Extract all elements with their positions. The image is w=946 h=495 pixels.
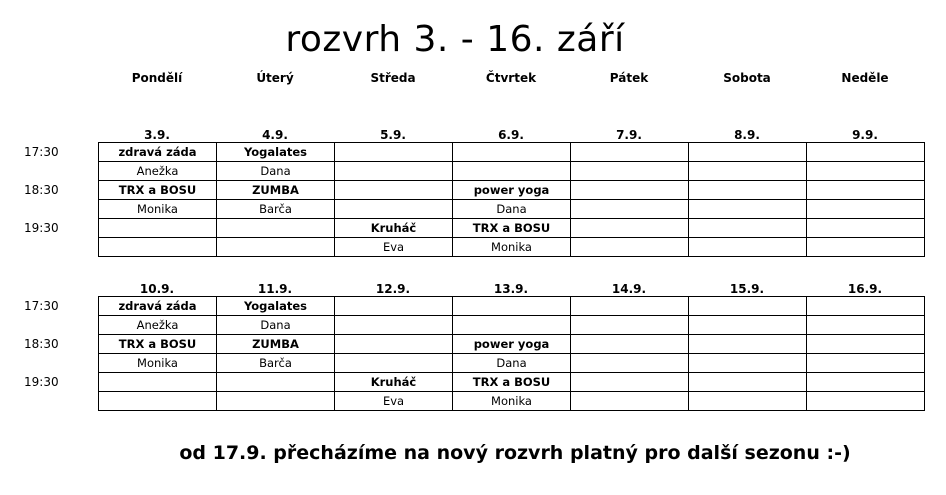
instructor-cell: Barča (217, 354, 335, 373)
table-row (99, 143, 925, 162)
day-header-saturday: Sobota (723, 71, 771, 85)
class-cell: power yoga (453, 181, 571, 200)
time-label-1930: 19:30 (24, 375, 59, 389)
date-cell: 14.9. (611, 282, 647, 296)
class-cell (571, 373, 689, 392)
class-cell: TRX a BOSU (99, 181, 217, 200)
class-cell (807, 335, 925, 354)
instructor-cell (571, 162, 689, 181)
class-cell: Yogalates (217, 143, 335, 162)
class-cell: Kruháč (335, 219, 453, 238)
table-row (99, 354, 925, 373)
page-title: rozvrh 3. - 16. září (285, 19, 625, 60)
class-cell (335, 335, 453, 354)
instructor-cell (335, 200, 453, 219)
class-cell (335, 143, 453, 162)
instructor-cell (335, 354, 453, 373)
footer-note: od 17.9. přecházíme na nový rozvrh platný pro další sezonu :-) (179, 442, 851, 464)
date-cell: 16.9. (847, 282, 883, 296)
class-cell (217, 219, 335, 238)
class-cell (453, 297, 571, 316)
instructor-cell: Anežka (99, 162, 217, 181)
class-cell: zdravá záda (99, 143, 217, 162)
date-cell: 9.9. (852, 128, 878, 142)
time-label-1830: 18:30 (24, 337, 59, 351)
class-cell: TRX a BOSU (453, 219, 571, 238)
table-row (99, 162, 925, 181)
table-row (99, 392, 925, 411)
class-cell (99, 219, 217, 238)
class-cell (689, 219, 807, 238)
class-cell: Kruháč (335, 373, 453, 392)
class-cell (807, 143, 925, 162)
instructor-cell (807, 200, 925, 219)
table-row (99, 316, 925, 335)
instructor-cell (453, 316, 571, 335)
class-cell (335, 181, 453, 200)
instructor-cell (571, 238, 689, 257)
instructor-cell: Eva (335, 392, 453, 411)
instructor-cell (807, 162, 925, 181)
table-row (99, 238, 925, 257)
week-2-schedule-table (98, 296, 925, 411)
instructor-cell (99, 392, 217, 411)
class-cell (571, 335, 689, 354)
instructor-cell (99, 238, 217, 257)
instructor-cell: Anežka (99, 316, 217, 335)
class-cell (689, 181, 807, 200)
class-cell (807, 219, 925, 238)
instructor-cell: Monika (453, 238, 571, 257)
instructor-cell (689, 200, 807, 219)
date-cell: 13.9. (493, 282, 529, 296)
class-cell (689, 335, 807, 354)
instructor-cell: Dana (217, 162, 335, 181)
date-cell: 8.9. (734, 128, 760, 142)
date-cell: 10.9. (139, 282, 175, 296)
instructor-cell (571, 316, 689, 335)
table-row (99, 373, 925, 392)
instructor-cell (335, 316, 453, 335)
day-header-tuesday: Úterý (256, 71, 294, 85)
class-cell: Yogalates (217, 297, 335, 316)
time-label-1730: 17:30 (24, 299, 59, 313)
instructor-cell (689, 238, 807, 257)
table-row (99, 181, 925, 200)
day-header-thursday: Čtvrtek (485, 71, 537, 85)
instructor-cell (335, 162, 453, 181)
class-cell: power yoga (453, 335, 571, 354)
table-row (99, 335, 925, 354)
class-cell (571, 297, 689, 316)
day-header-friday: Pátek (609, 71, 649, 85)
table-row (99, 297, 925, 316)
class-cell (689, 297, 807, 316)
instructor-cell (807, 392, 925, 411)
instructor-cell (807, 354, 925, 373)
instructor-cell (571, 200, 689, 219)
class-cell: TRX a BOSU (453, 373, 571, 392)
class-cell (571, 143, 689, 162)
class-cell (99, 373, 217, 392)
instructor-cell: Eva (335, 238, 453, 257)
date-cell: 12.9. (375, 282, 411, 296)
instructor-cell (689, 162, 807, 181)
day-header-sunday: Neděle (841, 71, 889, 85)
day-header-monday: Pondělí (131, 71, 183, 85)
class-cell (689, 143, 807, 162)
time-label-1730: 17:30 (24, 145, 59, 159)
day-header-wednesday: Středa (370, 71, 416, 85)
class-cell: TRX a BOSU (99, 335, 217, 354)
date-cell: 3.9. (144, 128, 170, 142)
instructor-cell (689, 354, 807, 373)
date-cell: 4.9. (262, 128, 288, 142)
date-cell: 11.9. (257, 282, 293, 296)
class-cell (807, 297, 925, 316)
class-cell: ZUMBA (217, 181, 335, 200)
class-cell (571, 219, 689, 238)
class-cell (453, 143, 571, 162)
table-row (99, 200, 925, 219)
instructor-cell: Dana (217, 316, 335, 335)
class-cell (807, 181, 925, 200)
instructor-cell (807, 238, 925, 257)
instructor-cell: Barča (217, 200, 335, 219)
instructor-cell: Monika (99, 354, 217, 373)
class-cell (807, 373, 925, 392)
date-cell: 6.9. (498, 128, 524, 142)
instructor-cell: Monika (453, 392, 571, 411)
class-cell (217, 373, 335, 392)
class-cell (571, 181, 689, 200)
instructor-cell: Dana (453, 200, 571, 219)
class-cell (689, 373, 807, 392)
week-1-schedule-table (98, 142, 925, 257)
instructor-cell (689, 316, 807, 335)
instructor-cell (689, 392, 807, 411)
time-label-1930: 19:30 (24, 221, 59, 235)
instructor-cell: Monika (99, 200, 217, 219)
table-row (99, 219, 925, 238)
instructor-cell (453, 162, 571, 181)
instructor-cell: Dana (453, 354, 571, 373)
instructor-cell (571, 392, 689, 411)
date-cell: 7.9. (616, 128, 642, 142)
time-label-1830: 18:30 (24, 183, 59, 197)
class-cell: zdravá záda (99, 297, 217, 316)
instructor-cell (217, 238, 335, 257)
date-cell: 5.9. (380, 128, 406, 142)
class-cell: ZUMBA (217, 335, 335, 354)
instructor-cell (571, 354, 689, 373)
instructor-cell (807, 316, 925, 335)
instructor-cell (217, 392, 335, 411)
date-cell: 15.9. (729, 282, 765, 296)
class-cell (335, 297, 453, 316)
